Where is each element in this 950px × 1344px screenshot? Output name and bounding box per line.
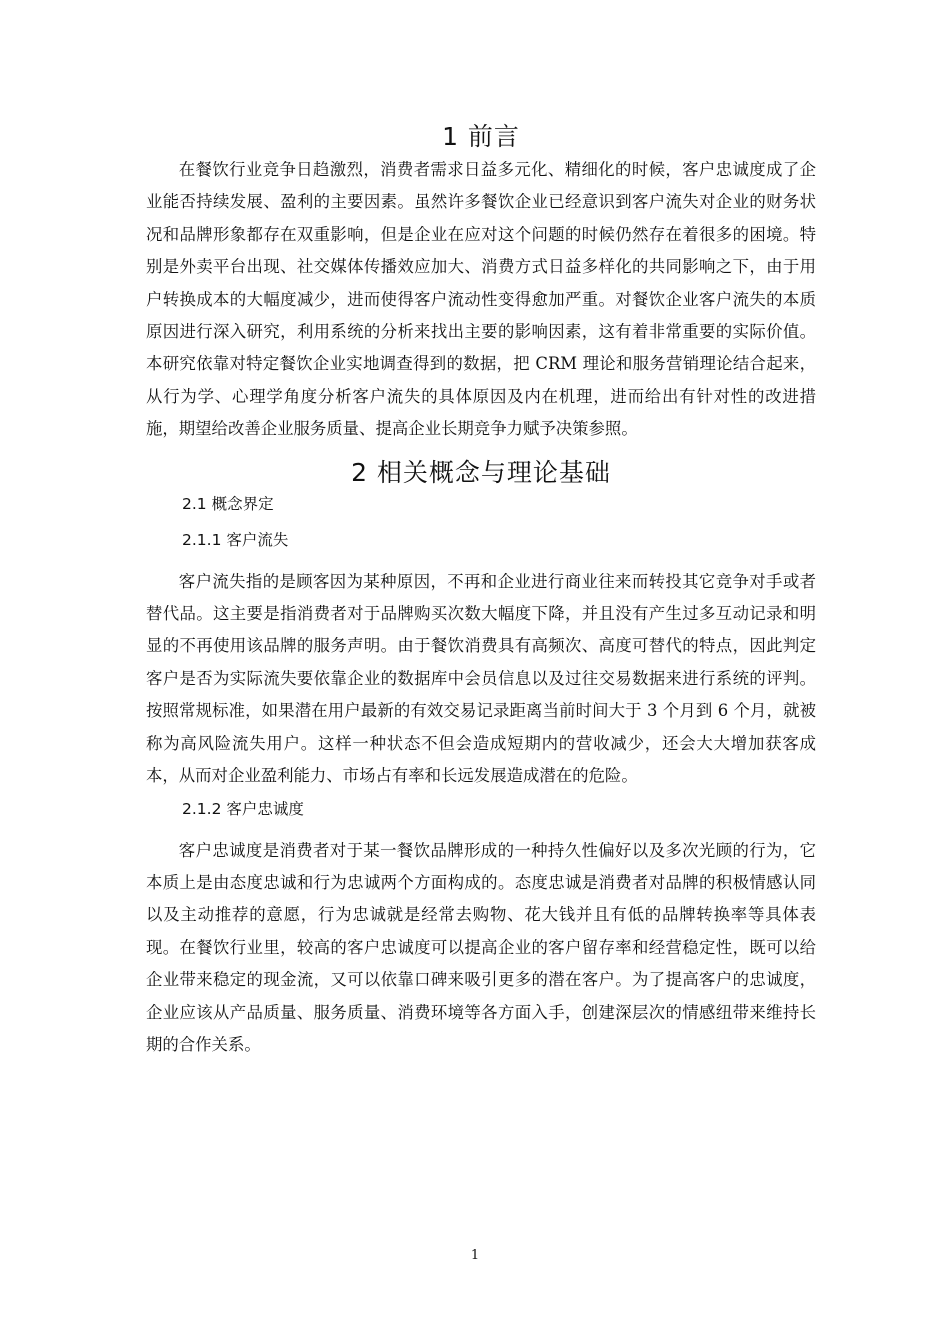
subsection-2-1-2-heading: 2.1.2 客户忠诚度 xyxy=(182,799,304,818)
subsection-2-1-1-paragraph: 客户流失指的是顾客因为某种原因，不再和企业进行商业往来而转投其它竞争对手或者替代品。这主要是指消费者对于品牌购买次数大幅度下降，并且没有产生过多互动记录和明显的不再使用该品牌的服务声明。由于餐饮消费具有高频次、高度可替代的特点，因此判定客户是否为实际流失要依靠企业的数据库中会员信息以及过往交易数据来进行系统的评判。按照常规标准，如果潜在用户最新的有效交易记录距离当前时间大于 3 个月到 6 个月，就被称为高风险流失用户。这样一种状态不但会造成短期内的营收减少，还会大大增加获客成本，从而对企业盈利能力、市场占有率和长远发展造成潜在的危险。 xyxy=(146,571,816,786)
page-number: 1 xyxy=(470,1248,480,1263)
section-2-heading: 2 相关概念与理论基础 xyxy=(351,457,611,487)
document-body xyxy=(146,120,816,1061)
subsection-2-1-heading: 2.1 概念界定 xyxy=(182,494,274,513)
section-1-heading: 1 前言 xyxy=(442,122,520,151)
section-1-paragraph: 在餐饮行业竞争日趋激烈，消费者需求日益多元化、精细化的时候，客户忠诚度成了企业能否持续发展、盈利的主要因素。虽然许多餐饮企业已经意识到客户流失对企业的财务状况和品牌形象都存在双重影响，但是企业在应对这个问题的时候仍然存在着很多的困境。特别是外卖平台出现、社交媒体传播效应加大、消费方式日益多样化的共同影响之下，由于用户转换成本的大幅度减少，进而使得客户流动性变得愈加严重。对餐饮企业客户流失的本质原因进行深入研究，利用系统的分析来找出主要的影响因素，这有着非常重要的实际价值。本研究依靠对特定餐饮企业实地调查得到的数据，把 CRM 理论和服务营销理论结合起来，从行为学、心理学角度分析客户流失的具体原因及内在机理，进而给出有针对性的改进措施，期望给改善企业服务质量、提高企业长期竞争力赋予决策参照。 xyxy=(146,160,816,439)
subsection-2-1-2-paragraph: 客户忠诚度是消费者对于某一餐饮品牌形成的一种持久性偏好以及多次光顾的行为，它本质上是由态度忠诚和行为忠诚两个方面构成的。态度忠诚是消费者对品牌的积极情感认同以及主动推荐的意愿，行为忠诚就是经常去购物、花大钱并且有低的品牌转换率等具体表现。在餐饮行业里，较高的客户忠诚度可以提高企业的客户留存率和经营稳定性，既可以给企业带来稳定的现金流，又可以依靠口碑来吸引更多的潜在客户。为了提高客户的忠诚度，企业应该从产品质量、服务质量、消费环境等各方面入手，创建深层次的情感纽带来维持长期的合作关系。 xyxy=(146,840,816,1054)
subsection-2-1-1-heading: 2.1.1 客户流失 xyxy=(182,530,289,549)
